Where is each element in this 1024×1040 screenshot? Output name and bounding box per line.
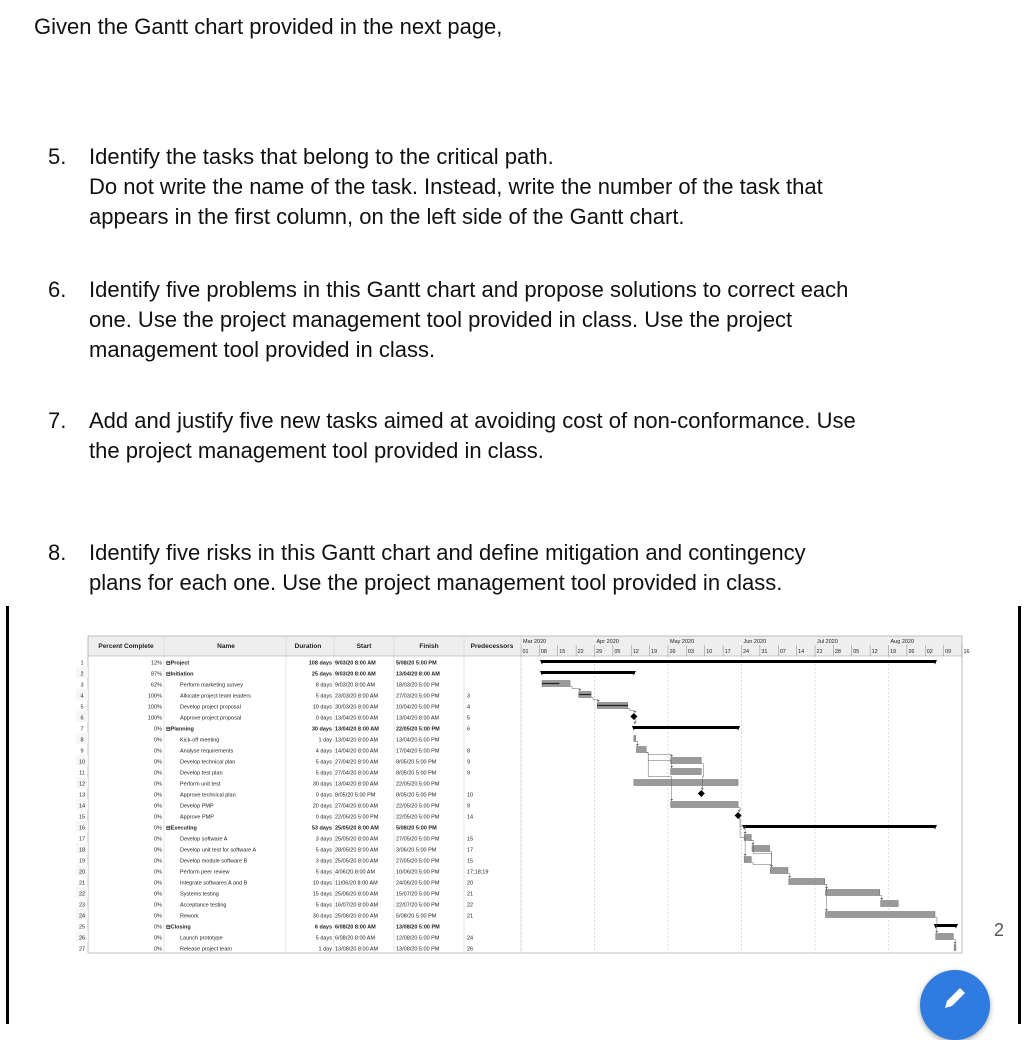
- milestone-marker: [630, 713, 637, 720]
- task-finish: 22/05/20 5:00 PM: [396, 726, 440, 733]
- task-start: 27/04/20 8:00 AM: [335, 803, 379, 810]
- week-label: 05: [614, 649, 621, 655]
- task-id: 19: [78, 858, 86, 865]
- task-duration: 108 days: [308, 660, 332, 667]
- task-id: 16: [78, 825, 86, 832]
- task-bar: [637, 747, 647, 753]
- task-bar: [744, 857, 751, 863]
- week-label: 19: [651, 649, 658, 655]
- task-start: 13/04/20 8:00 AM: [335, 737, 379, 744]
- task-duration: 10 days: [312, 704, 332, 711]
- task-percent: 0%: [154, 847, 162, 854]
- task-duration: 1 day: [318, 946, 332, 953]
- task-name: ⊟Initiation: [166, 671, 194, 678]
- milestone-marker: [735, 812, 742, 819]
- task-finish: 15/07/20 5:00 PM: [396, 891, 440, 898]
- column-header: Predecessors: [470, 643, 514, 650]
- task-start: 11/06/20 8:00 AM: [335, 880, 378, 887]
- task-percent: 0%: [154, 737, 162, 744]
- week-label: 19: [890, 649, 897, 655]
- task-start: 13/04/20 8:00 AM: [335, 726, 379, 733]
- task-id: 25: [78, 924, 86, 931]
- task-finish: 22/07/20 5:00 PM: [396, 902, 440, 909]
- task-id: 22: [78, 891, 86, 898]
- task-predecessors: 3: [467, 693, 471, 700]
- summary-bar: [634, 726, 738, 729]
- task-percent: 0%: [154, 935, 162, 942]
- week-label: 15: [559, 649, 566, 655]
- dependency-arrow: [788, 876, 791, 878]
- task-id: 23: [78, 902, 86, 909]
- question-line: one. Use the project management tool provided in class. Use the project: [89, 307, 793, 332]
- task-bar: [826, 912, 935, 918]
- task-duration: 25 days: [311, 671, 332, 678]
- question-line: Identify the tasks that belong to the critical path.: [89, 144, 554, 169]
- task-predecessors: 15: [467, 836, 474, 843]
- task-start: 9/03/20 8:00 AM: [335, 682, 376, 689]
- task-start: 25/05/20 8:00 AM: [335, 858, 379, 865]
- dependency-arrow: [670, 799, 673, 801]
- task-name: Develop project proposal: [180, 704, 241, 711]
- task-name: Kick-off meeting: [180, 737, 220, 744]
- dependency-arrow: [633, 711, 636, 713]
- page-number: 2: [993, 920, 1004, 940]
- task-predecessors: 21: [467, 891, 474, 898]
- task-finish: 22/05/20 5:00 PM: [396, 803, 440, 810]
- task-finish: 13/08/20 5:00 PM: [396, 946, 440, 953]
- question-number: 6.: [48, 277, 67, 302]
- task-percent: 100%: [147, 693, 162, 700]
- question-line: Do not write the name of the task. Instead, write the number of the task that: [89, 174, 823, 199]
- task-bar: [936, 934, 954, 940]
- task-duration: 20 days: [312, 803, 332, 810]
- question-8: [48, 538, 999, 598]
- column-header: Start: [356, 643, 372, 650]
- task-start: 22/05/20 5:00 PM: [335, 814, 379, 821]
- task-percent: 0%: [154, 902, 162, 909]
- task-start: 28/05/20 8:00 AM: [335, 847, 379, 854]
- task-finish: 13/04/20 5:00 PM: [396, 737, 440, 744]
- dependency-link: [751, 841, 771, 868]
- task-id: 7: [80, 726, 84, 733]
- task-predecessors: 15: [467, 858, 474, 865]
- task-percent: 0%: [154, 803, 162, 810]
- task-name: Analyse requirements: [180, 748, 234, 755]
- task-name: Integrate softwares A and B: [180, 880, 248, 887]
- question-line: appears in the first column, on the left side of the Gantt chart.: [89, 204, 685, 229]
- dependency-arrow: [633, 722, 636, 724]
- task-percent: 0%: [154, 759, 162, 766]
- task-id: 10: [78, 759, 86, 766]
- task-duration: 0 days: [315, 814, 332, 821]
- dependency-arrow: [738, 810, 741, 812]
- week-label: 09: [945, 649, 952, 655]
- task-id: 24: [78, 913, 86, 920]
- task-predecessors: 9: [467, 770, 471, 777]
- task-finish: 27/05/20 5:00 PM: [396, 858, 440, 865]
- task-name: Approve PMP: [180, 814, 214, 821]
- task-duration: 5 days: [315, 759, 332, 766]
- task-finish: 13/04/20 8:00 AM: [396, 715, 440, 722]
- task-bar: [789, 879, 825, 885]
- question-line: Identify five problems in this Gantt chart and propose solutions to correct each: [89, 277, 849, 302]
- task-start: 25/05/20 8:00 AM: [335, 825, 379, 832]
- week-label: 17: [724, 649, 731, 655]
- column-header: Percent Complete: [98, 643, 154, 650]
- task-duration: 53 days: [311, 825, 332, 832]
- task-start: 25/05/20 8:00 AM: [335, 836, 379, 843]
- task-id: 3: [80, 682, 84, 689]
- task-predecessors: 17: [467, 847, 474, 854]
- summary-bar: [936, 924, 956, 927]
- week-label: 12: [871, 649, 878, 655]
- task-percent: 0%: [154, 781, 162, 788]
- task-bar: [881, 901, 899, 907]
- task-finish: 12/08/20 5:00 PM: [396, 935, 440, 942]
- dependency-arrow: [744, 832, 747, 834]
- task-finish: 13/08/20 5:00 PM: [396, 924, 440, 931]
- task-id: 13: [78, 792, 86, 799]
- task-id: 14: [78, 803, 86, 810]
- week-label: 16: [963, 649, 970, 655]
- week-label: 03: [687, 649, 694, 655]
- question-line: management tool provided in class.: [89, 337, 436, 362]
- task-finish: 3/06/20 5:00 PM: [396, 847, 437, 854]
- task-start: 13/08/20 8:00 AM: [335, 946, 379, 953]
- dependency-link: [751, 863, 771, 868]
- week-label: 28: [834, 649, 841, 655]
- task-duration: 30 days: [312, 781, 332, 788]
- task-finish: 27/03/20 5:00 PM: [396, 693, 440, 700]
- task-percent: 100%: [147, 715, 162, 722]
- page-border-left: [6, 606, 9, 1024]
- task-name: Approve project proposal: [180, 715, 242, 722]
- task-percent: 0%: [154, 913, 162, 920]
- task-id: 15: [78, 814, 86, 821]
- month-label: Jun 2020: [743, 639, 767, 645]
- task-finish: 27/05/20 5:00 PM: [396, 836, 440, 843]
- task-finish: 8/05/20 5:00 PM: [396, 792, 437, 799]
- question-number: 7.: [48, 408, 67, 433]
- task-predecessors: 21: [467, 913, 474, 920]
- week-label: 01: [522, 649, 529, 655]
- week-label: 26: [669, 649, 676, 655]
- task-finish: 22/05/20 5:00 PM: [396, 781, 440, 788]
- task-name: Perform unit test: [180, 781, 221, 788]
- week-label: 10: [706, 649, 713, 655]
- task-bar: [671, 769, 702, 775]
- dependency-arrow: [670, 766, 673, 768]
- task-predecessors: 9: [467, 759, 471, 766]
- task-start: 27/04/20 8:00 AM: [335, 759, 379, 766]
- task-start: 6/08/20 8:00 AM: [335, 924, 376, 931]
- week-label: 29: [596, 649, 603, 655]
- task-duration: 8 days: [315, 682, 332, 689]
- task-name: ⊟Executing: [166, 825, 197, 832]
- column-header: Finish: [419, 643, 439, 650]
- question-number: 5.: [48, 144, 67, 169]
- dependency-arrow: [935, 931, 938, 933]
- task-bar: [671, 758, 702, 764]
- task-duration: 30 days: [311, 726, 332, 733]
- summary-bar: [542, 671, 634, 674]
- task-percent: 12%: [150, 660, 162, 667]
- task-duration: 5 days: [315, 935, 332, 942]
- week-label: 02: [926, 649, 933, 655]
- task-name: Allocate project team leaders: [180, 693, 251, 700]
- task-id: 2: [80, 671, 84, 678]
- task-percent: 0%: [154, 869, 162, 876]
- week-label: 05: [853, 649, 860, 655]
- task-id: 9: [80, 748, 84, 755]
- task-id: 5: [80, 704, 84, 711]
- task-name: Approve technical plan: [180, 792, 236, 799]
- task-percent: 0%: [154, 792, 162, 799]
- task-id: 26: [78, 935, 86, 942]
- task-name: ⊟Planning: [166, 726, 194, 733]
- task-bar: [634, 736, 636, 742]
- task-bar: [634, 780, 738, 786]
- week-label: 26: [908, 649, 915, 655]
- task-name: Perform marketing survey: [180, 682, 243, 689]
- task-duration: 15 days: [312, 891, 332, 898]
- week-label: 31: [761, 649, 768, 655]
- task-percent: 0%: [154, 770, 162, 777]
- task-predecessors: 4: [467, 704, 471, 711]
- dependency-arrow: [825, 909, 828, 911]
- question-5: [48, 142, 999, 232]
- task-predecessors: 6: [467, 726, 471, 733]
- month-label: Jul 2020: [817, 639, 838, 645]
- column-header: Duration: [294, 643, 322, 650]
- task-percent: 0%: [154, 825, 162, 832]
- task-predecessors: 9: [467, 803, 471, 810]
- week-label: 21: [816, 649, 823, 655]
- task-start: 6/08/20 8:00 AM: [335, 935, 376, 942]
- task-percent: 0%: [154, 891, 162, 898]
- task-percent: 87%: [150, 671, 162, 678]
- task-percent: 0%: [154, 726, 162, 733]
- dependency-arrow: [744, 854, 747, 856]
- task-name: ⊟Closing: [166, 924, 191, 931]
- week-label: 24: [743, 649, 750, 655]
- task-name: Develop PMP: [180, 803, 214, 810]
- dependency-arrow: [770, 865, 773, 867]
- question-line: plans for each one. Use the project management tool provided in class.: [89, 570, 783, 595]
- task-duration: 0 days: [315, 715, 332, 722]
- task-finish: 5/08/20 5:00 PM: [396, 913, 437, 920]
- task-id: 17: [78, 836, 86, 843]
- task-duration: 5 days: [315, 902, 332, 909]
- task-start: 16/07/20 8:00 AM: [335, 902, 379, 909]
- dependency-arrow: [880, 898, 883, 900]
- task-duration: 3 days: [315, 836, 332, 843]
- task-finish: 13/04/20 8:00 AM: [396, 671, 440, 678]
- task-id: 12: [78, 781, 86, 788]
- dependency-arrow: [636, 744, 639, 746]
- task-duration: 30 days: [312, 913, 332, 920]
- task-finish: 8/05/20 5:00 PM: [396, 759, 437, 766]
- task-predecessors: 22: [467, 902, 474, 909]
- task-predecessors: 10: [467, 792, 474, 799]
- task-duration: 5 days: [315, 869, 332, 876]
- month-label: Apr 2020: [596, 639, 619, 645]
- week-label: 12: [632, 649, 639, 655]
- question-7: [48, 406, 999, 466]
- task-percent: 62%: [150, 682, 162, 689]
- dependency-link: [570, 687, 580, 692]
- task-predecessors: 26: [467, 946, 474, 953]
- task-id: 18: [78, 847, 86, 854]
- task-duration: 5 days: [315, 847, 332, 854]
- month-label: Mar 2020: [523, 639, 547, 645]
- task-name: Systems testing: [180, 891, 219, 898]
- month-label: Aug 2020: [890, 639, 915, 645]
- task-predecessors: 24: [467, 935, 474, 942]
- task-percent: 0%: [154, 836, 162, 843]
- month-label: May 2020: [670, 639, 695, 645]
- task-start: 8/05/20 5:00 PM: [335, 792, 376, 799]
- task-start: 25/06/20 8:00 AM: [335, 891, 379, 898]
- task-start: 9/03/20 8:00 AM: [335, 671, 376, 678]
- column-header: Name: [217, 643, 235, 650]
- task-id: 11: [79, 770, 85, 777]
- week-label: 14: [798, 649, 805, 655]
- task-predecessors: 17;18;19: [467, 869, 489, 876]
- task-finish: 5/08/20 5:00 PM: [396, 825, 437, 832]
- task-finish: 10/04/20 5:00 PM: [396, 704, 440, 711]
- task-name: Develop software A: [180, 836, 228, 843]
- task-start: 23/03/20 8:00 AM: [335, 693, 379, 700]
- task-duration: 10 days: [312, 880, 332, 887]
- task-duration: 3 days: [315, 858, 332, 865]
- task-percent: 0%: [154, 924, 162, 931]
- task-bar: [671, 802, 738, 808]
- task-percent: 0%: [154, 880, 162, 887]
- task-start: 30/03/20 8:00 AM: [335, 704, 379, 711]
- task-percent: 0%: [154, 814, 162, 821]
- milestone-marker: [698, 790, 705, 797]
- task-id: 6: [80, 715, 84, 722]
- task-id: 20: [78, 869, 86, 876]
- task-name: Develop test plan: [180, 770, 223, 777]
- task-percent: 0%: [154, 946, 162, 953]
- dependency-arrow: [597, 700, 600, 702]
- task-duration: 1 day: [318, 737, 332, 744]
- task-bar: [826, 890, 880, 896]
- task-name: Rework: [180, 913, 199, 920]
- task-percent: 100%: [147, 704, 162, 711]
- summary-bar: [744, 825, 935, 828]
- task-duration: 5 days: [315, 693, 332, 700]
- task-name: Release project team: [180, 946, 232, 953]
- question-line: Identify five risks in this Gantt chart and define mitigation and contingency: [89, 540, 806, 565]
- task-name: Develop unit test for software A: [180, 847, 257, 854]
- edit-fab-button[interactable]: [920, 970, 990, 1040]
- task-duration: 6 days: [314, 924, 332, 931]
- task-name: ⊟Project: [166, 660, 190, 667]
- pencil-icon: [941, 984, 969, 1012]
- task-finish: 8/05/20 5:00 PM: [396, 770, 437, 777]
- task-predecessors: 20: [467, 880, 474, 887]
- page-border-right: [1018, 606, 1021, 1024]
- task-bar: [752, 846, 770, 852]
- question-6: [48, 275, 999, 365]
- dependency-link: [701, 764, 703, 791]
- question-line: Add and justify five new tasks aimed at avoiding cost of non-conformance. Use: [89, 408, 856, 433]
- week-label: 08: [540, 649, 547, 655]
- task-id: 1: [80, 660, 84, 667]
- task-start: 25/06/20 8:00 AM: [335, 913, 379, 920]
- task-finish: 5/08/20 5:00 PM: [396, 660, 437, 667]
- task-start: 27/04/20 8:00 AM: [335, 770, 379, 777]
- task-bar: [770, 868, 788, 874]
- task-name: Develop module software B: [180, 858, 248, 865]
- task-start: 4/06/20 8:00 AM: [335, 869, 376, 876]
- task-finish: 18/03/20 5:00 PM: [396, 682, 440, 689]
- dependency-arrow: [670, 755, 673, 757]
- question-line: the project management tool provided in class.: [89, 438, 544, 463]
- dependency-arrow: [954, 942, 957, 944]
- task-name: Launch prototype: [180, 935, 223, 942]
- week-label: 22: [577, 649, 584, 655]
- task-start: 13/04/20 8:00 AM: [335, 781, 379, 788]
- task-percent: 0%: [154, 748, 162, 755]
- task-name: Perform peer review: [180, 869, 230, 876]
- task-start: 14/04/20 8:00 AM: [335, 748, 379, 755]
- dependency-link: [628, 709, 635, 714]
- dependency-arrow: [701, 788, 704, 790]
- task-finish: 17/04/20 5:00 PM: [396, 748, 440, 755]
- task-bar: [954, 945, 956, 951]
- task-start: 13/04/20 8:00 AM: [335, 715, 379, 722]
- task-predecessors: 14: [467, 814, 474, 821]
- task-duration: 0 days: [315, 792, 332, 799]
- task-finish: 24/06/20 5:00 PM: [396, 880, 440, 887]
- task-duration: 5 days: [315, 770, 332, 777]
- task-id: 4: [80, 693, 84, 700]
- task-id: 27: [78, 946, 86, 953]
- task-start: 9/03/20 8:00 AM: [335, 660, 376, 667]
- summary-bar: [542, 660, 935, 663]
- task-predecessors: 5: [467, 715, 471, 722]
- question-number: 8.: [48, 540, 67, 565]
- dependency-arrow: [578, 689, 581, 691]
- task-finish: 22/05/20 5:00 PM: [396, 814, 440, 821]
- task-id: 21: [78, 880, 86, 887]
- task-name: Develop technical plan: [180, 759, 236, 766]
- task-predecessors: 8: [467, 748, 471, 755]
- task-duration: 4 days: [315, 748, 332, 755]
- week-label: 07: [779, 649, 786, 655]
- gantt-chart: [76, 636, 970, 990]
- task-name: Acceptance testing: [180, 902, 227, 909]
- task-finish: 10/06/20 5:00 PM: [396, 869, 440, 876]
- task-percent: 0%: [154, 858, 162, 865]
- intro-text: Given the Gantt chart provided in the next page,: [34, 14, 503, 39]
- task-id: 8: [80, 737, 84, 744]
